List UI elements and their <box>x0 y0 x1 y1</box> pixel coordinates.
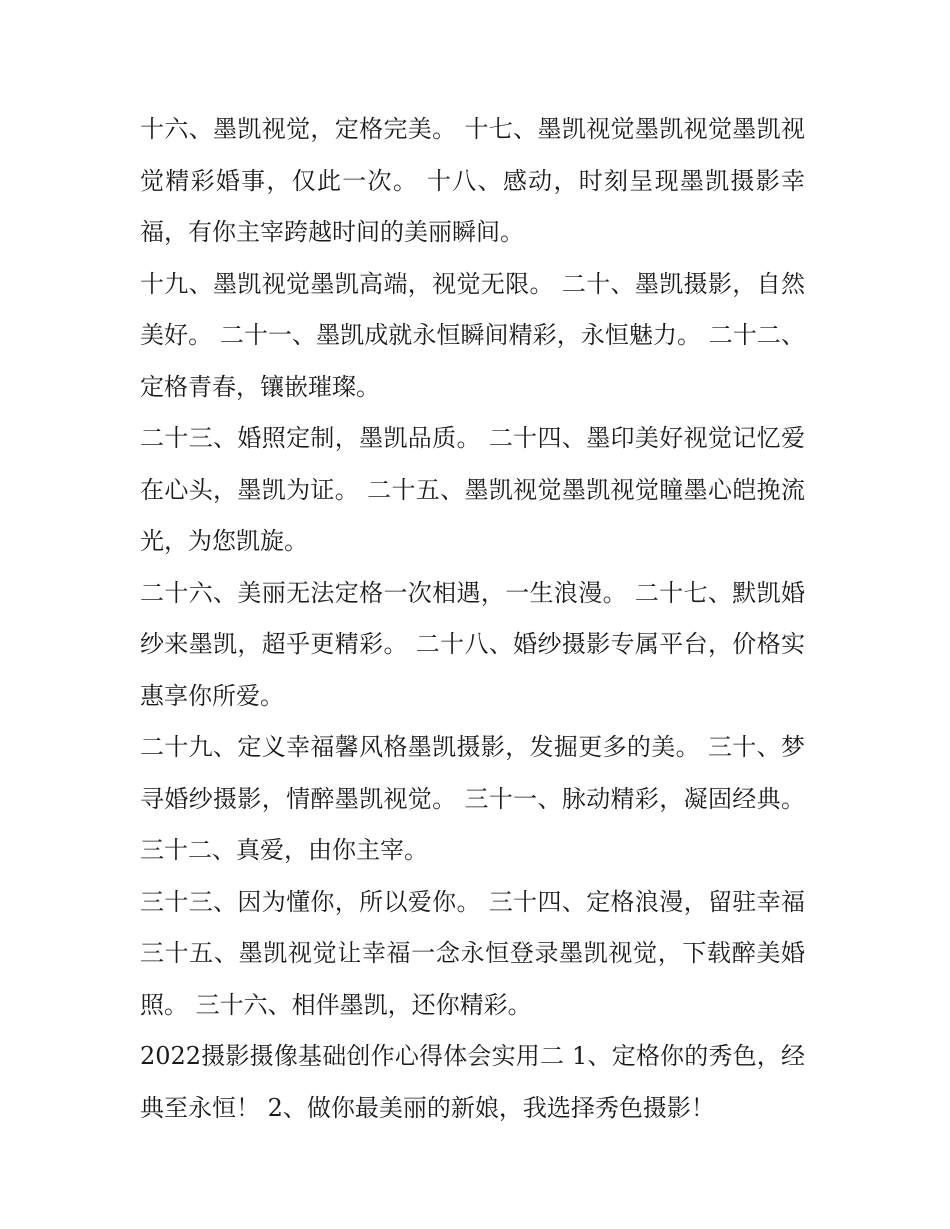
paragraph-slogans-26-28: 二十六、美丽无法定格一次相遇，一生浪漫。 二十七、默凯婚纱来墨凯，超乎更精彩。 二十八、婚纱摄影专属平台，价格实惠享你所爱。 <box>140 578 805 710</box>
paragraph-slogans-23-25: 二十三、婚照定制，墨凯品质。 二十四、墨印美好视觉记忆爱在心头，墨凯为证。 二十五、墨凯视觉墨凯视觉瞳墨心皑挽流光，为您凯旋。 <box>140 424 805 555</box>
paragraph-section-two-intro: 2022摄影摄像基础创作心得体会实用二 1、定格你的秀色，经典至永恒！ 2、做你最美丽的新娘，我选择秀色摄影！ <box>140 1042 805 1122</box>
paragraph-slogans-19-22: 十九、墨凯视觉墨凯高端，视觉无限。 二十、墨凯摄影，自然美好。 二十一、墨凯成就永恒瞬间精彩，永恒魅力。 二十二、定格青春，镶嵌璀璨。 <box>140 269 805 401</box>
document-body <box>140 104 805 1134</box>
paragraph-slogans-16-18: 十六、墨凯视觉，定格完美。 十七、墨凯视觉墨凯视觉墨凯视觉精彩婚事，仅此一次。 十八、感动，时刻呈现墨凯摄影幸福，有你主宰跨越时间的美丽瞬间。 <box>140 115 805 246</box>
paragraph-slogans-33-36: 三十三、因为懂你，所以爱你。 三十四、定格浪漫，留驻幸福 三十五、墨凯视觉让幸福一念永恒登录墨凯视觉，下载醉美婚照。 三十六、相伴墨凯，还你精彩。 <box>140 887 805 1019</box>
paragraph-slogans-29-32: 二十九、定义幸福馨风格墨凯摄影，发掘更多的美。 三十、梦寻婚纱摄影，情醉墨凯视觉。 三十一、脉动精彩，凝固经典。 三十二、真爱，由你主宰。 <box>140 733 805 864</box>
